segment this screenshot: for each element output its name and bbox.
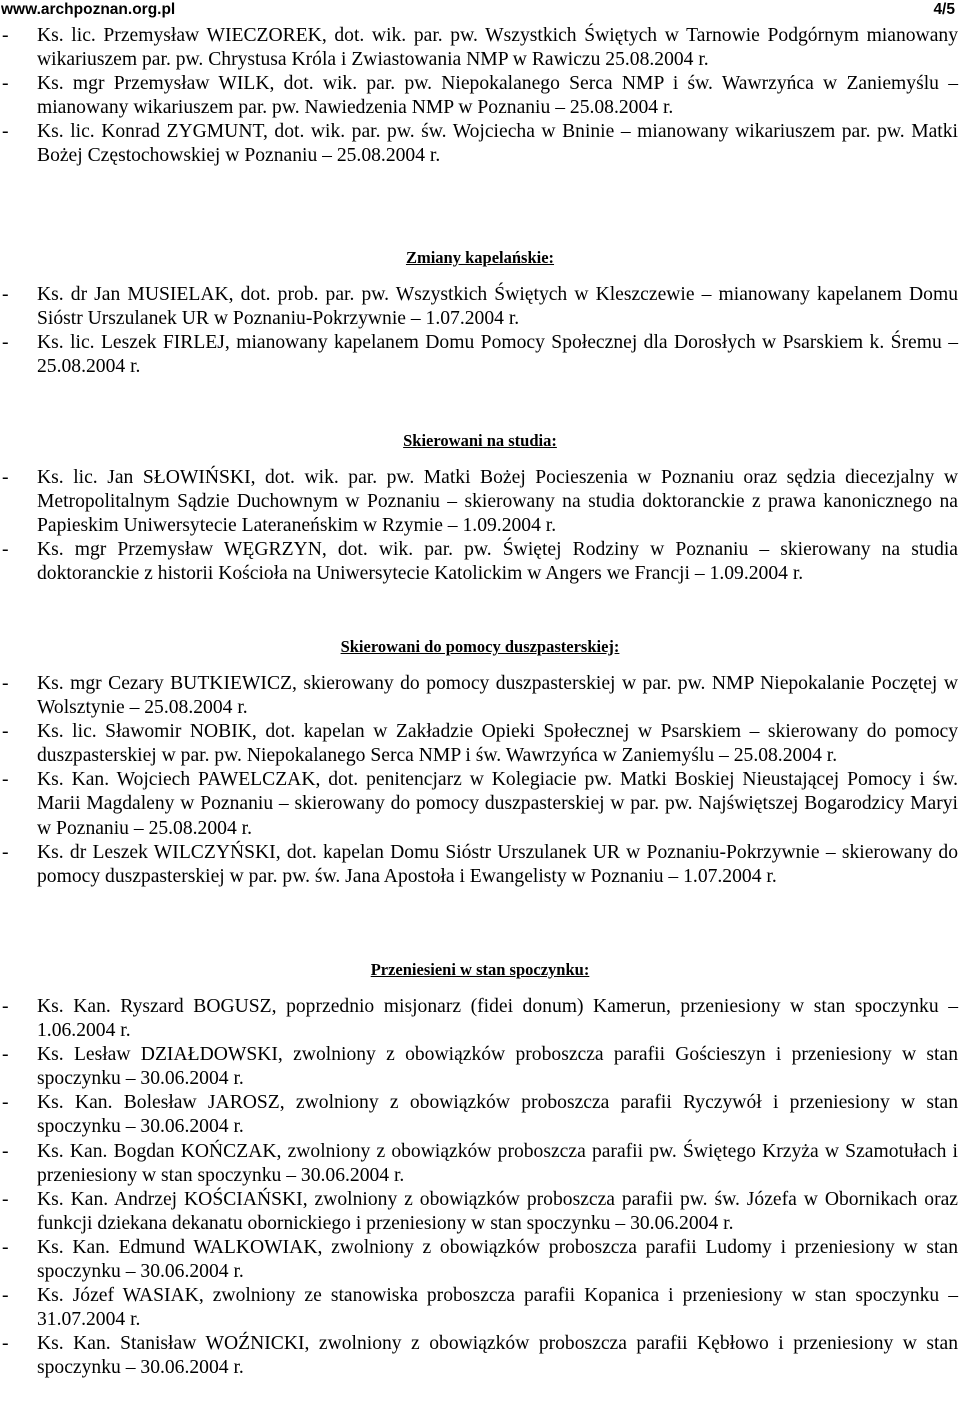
bullet-dash: - [2,721,9,743]
item-text: Ks. Kan. Edmund WALKOWIAK, zwolniony z obowiązków proboszcza parafii Ludomy i przeniesiony w stan spoczynku – 30.06.2004 r. [37,1236,958,1283]
bullet-dash: - [2,539,9,561]
list-item [0,283,958,331]
bullet-dash: - [2,1285,9,1307]
list-item [0,1091,958,1139]
list-item [0,120,958,168]
item-text: Ks. lic. Konrad ZYGMUNT, dot. wik. par. pw. św. Wojciecha w Bninie – mianowany wikariuszem par. pw. Matki Bożej Częstochowskiej w Poznaniu – 25.08.2004 r. [37,121,958,167]
bullet-dash: - [2,1236,9,1258]
list-item [0,1236,958,1284]
item-text: Ks. Józef WASIAK, zwolniony ze stanowiska proboszcza parafii Kopanica i przeniesiony w stan spoczynku – 31.07.2004 r. [37,1285,958,1331]
list-item [0,1043,958,1091]
list-item [0,331,958,379]
chaplaincy-list [0,283,958,379]
list-item [0,538,958,586]
bullet-dash: - [2,25,9,46]
item-text: Ks. Kan. Bogdan KOŃCZAK, zwolniony z obowiązków proboszcza parafii pw. Świętego Krzyża w Szamotułach i przeniesiony w stan spoczynku – 30.06.2004 r. [37,1140,958,1186]
bullet-dash: - [2,769,9,791]
page-header [1,0,955,22]
list-item [0,672,958,720]
appointments-list [0,24,958,169]
list-item [0,995,958,1043]
bullet-dash: - [2,673,9,694]
item-text: Ks. lic. Leszek FIRLEJ, mianowany kapelanem Domu Pomocy Społecznej dla Dorosłych w Psarskiem k. Śremu – 25.08.2004 r. [37,332,958,378]
bullet-dash: - [2,1092,9,1114]
item-text: Ks. Kan. Ryszard BOGUSZ, poprzednio misjonarz (fidei donum) Kamerun, przeniesiony w stan spoczynku – 1.06.2004 r. [37,996,958,1042]
bullet-dash: - [2,1140,9,1162]
item-text: Ks. lic. Przemysław WIECZOREK, dot. wik. par. pw. Wszystkich Świętych w Tarnowie Podgórnym mianowany wikariuszem par. pw. Chrystusa Króla i Zwiastowania NMP w Rawiczu 25.08.2004 r. [37,25,958,71]
item-text: Ks. mgr Cezary BUTKIEWICZ, skierowany do pomocy duszpasterskiej w par. pw. NMP Niepokalanie Poczętej w Wolsztynie – 25.08.2004 r. [37,673,958,719]
site-url[interactable]: www.archpoznan.org.pl [1,1,176,18]
section-heading-chaplaincy: Zmiany kapelańskie: [405,248,555,267]
item-text: Ks. Lesław DZIAŁDOWSKI, zwolniony z obowiązków proboszcza parafii Gościeszyn i przeniesiony w stan spoczynku – 30.06.2004 r. [37,1044,958,1090]
bullet-dash: - [2,284,9,305]
bullet-dash: - [2,996,9,1017]
item-text: Ks. dr Leszek WILCZYŃSKI, dot. kapelan Domu Sióstr Urszulanek UR w Poznaniu-Pokrzywnie – skierowany do pomocy duszpasterskiej w par. pw. św. Jana Apostoła i Ewangelisty w Poznaniu – 1.07.2004 r. [37,841,958,887]
bullet-dash: - [2,467,9,488]
retirement-list [0,995,958,1381]
bullet-dash: - [2,332,9,354]
item-text: Ks. lic. Jan SŁOWIŃSKI, dot. wik. par. pw. Matki Bożej Pocieszenia w Poznaniu oraz sędzia diecezjalny w Metropolitalnym Sądzie Duchownym w Poznaniu – skierowany na studia doktoranckie z prawa kanonicznego na Papieskim Uniwersytecie Lateraneńskim w Rzymie – 1.09.2004 r. [37,467,958,537]
list-item [0,466,958,538]
list-item [0,768,958,840]
list-item [0,1332,958,1380]
item-text: Ks. Kan. Wojciech PAWELCZAK, dot. penitencjarz w Kolegiacie pw. Matki Boskiej Nieustającej Pomocy i św. Marii Magdaleny w Poznaniu – skierowany do pomocy duszpasterskiej w par. pw. Najświętszej Bogarodzicy Maryi w Poznaniu – 25.08.2004 r. [37,769,958,839]
list-item [0,841,958,889]
list-item [0,24,958,72]
studies-list [0,466,958,586]
pastoral-help-list [0,672,958,889]
page-number: 4/5 [933,1,955,18]
list-item [0,72,958,120]
list-item [0,1188,958,1236]
list-item [0,720,958,768]
item-text: Ks. mgr Przemysław WĘGRZYN, dot. wik. par. pw. Świętej Rodziny w Poznaniu – skierowany na studia doktoranckie z historii Kościoła na Uniwersytecie Katolickim w Angers we Francji – 1.09.2004 r. [37,539,958,585]
item-text: Ks. mgr Przemysław WILK, dot. wik. par. pw. Niepokalanego Serca NMP i św. Wawrzyńca w Zaniemyślu – mianowany wikariuszem par. pw. Nawiedzenia NMP w Poznaniu – 25.08.2004 r. [37,73,958,119]
bullet-dash: - [2,121,9,143]
section-heading-studies: Skierowani na studia: [403,431,557,450]
bullet-dash: - [2,1333,9,1355]
bullet-dash: - [2,1188,9,1210]
bullet-dash: - [2,1044,9,1066]
item-text: Ks. Kan. Stanisław WOŹNICKI, zwolniony z obowiązków proboszcza parafii Kębłowo i przeniesiony w stan spoczynku – 30.06.2004 r. [37,1333,958,1379]
section-heading-retirement: Przeniesieni w stan spoczynku: [370,960,590,979]
item-text: Ks. Kan. Bolesław JAROSZ, zwolniony z obowiązków proboszcza parafii Ryczywół i przeniesiony w stan spoczynku – 30.06.2004 r. [37,1092,958,1138]
bullet-dash: - [2,841,9,863]
item-text: Ks. dr Jan MUSIELAK, dot. prob. par. pw. Wszystkich Świętych w Kleszczewie – mianowany kapelanem Domu Sióstr Urszulanek UR w Poznaniu-Pokrzywnie – 1.07.2004 r. [37,284,958,330]
bullet-dash: - [2,73,9,95]
section-heading-pastoral-help: Skierowani do pomocy duszpasterskiej: [340,637,620,656]
item-text: Ks. Kan. Andrzej KOŚCIAŃSKI, zwolniony z obowiązków proboszcza parafii pw. św. Józefa w Obornikach oraz funkcji dziekana dekanatu obornickiego i przeniesiony w stan spoczynku – 30.06.2004 r. [37,1188,958,1234]
list-item [0,1284,958,1332]
list-item [0,1140,958,1188]
item-text: Ks. lic. Sławomir NOBIK, dot. kapelan w Zakładzie Opieki Społecznej w Psarskiem – skierowany do pomocy duszpasterskiej w par. pw. Niepokalanego Serca NMP i św. Wawrzyńca w Zaniemyślu – 25.08.2004 r. [37,721,958,767]
